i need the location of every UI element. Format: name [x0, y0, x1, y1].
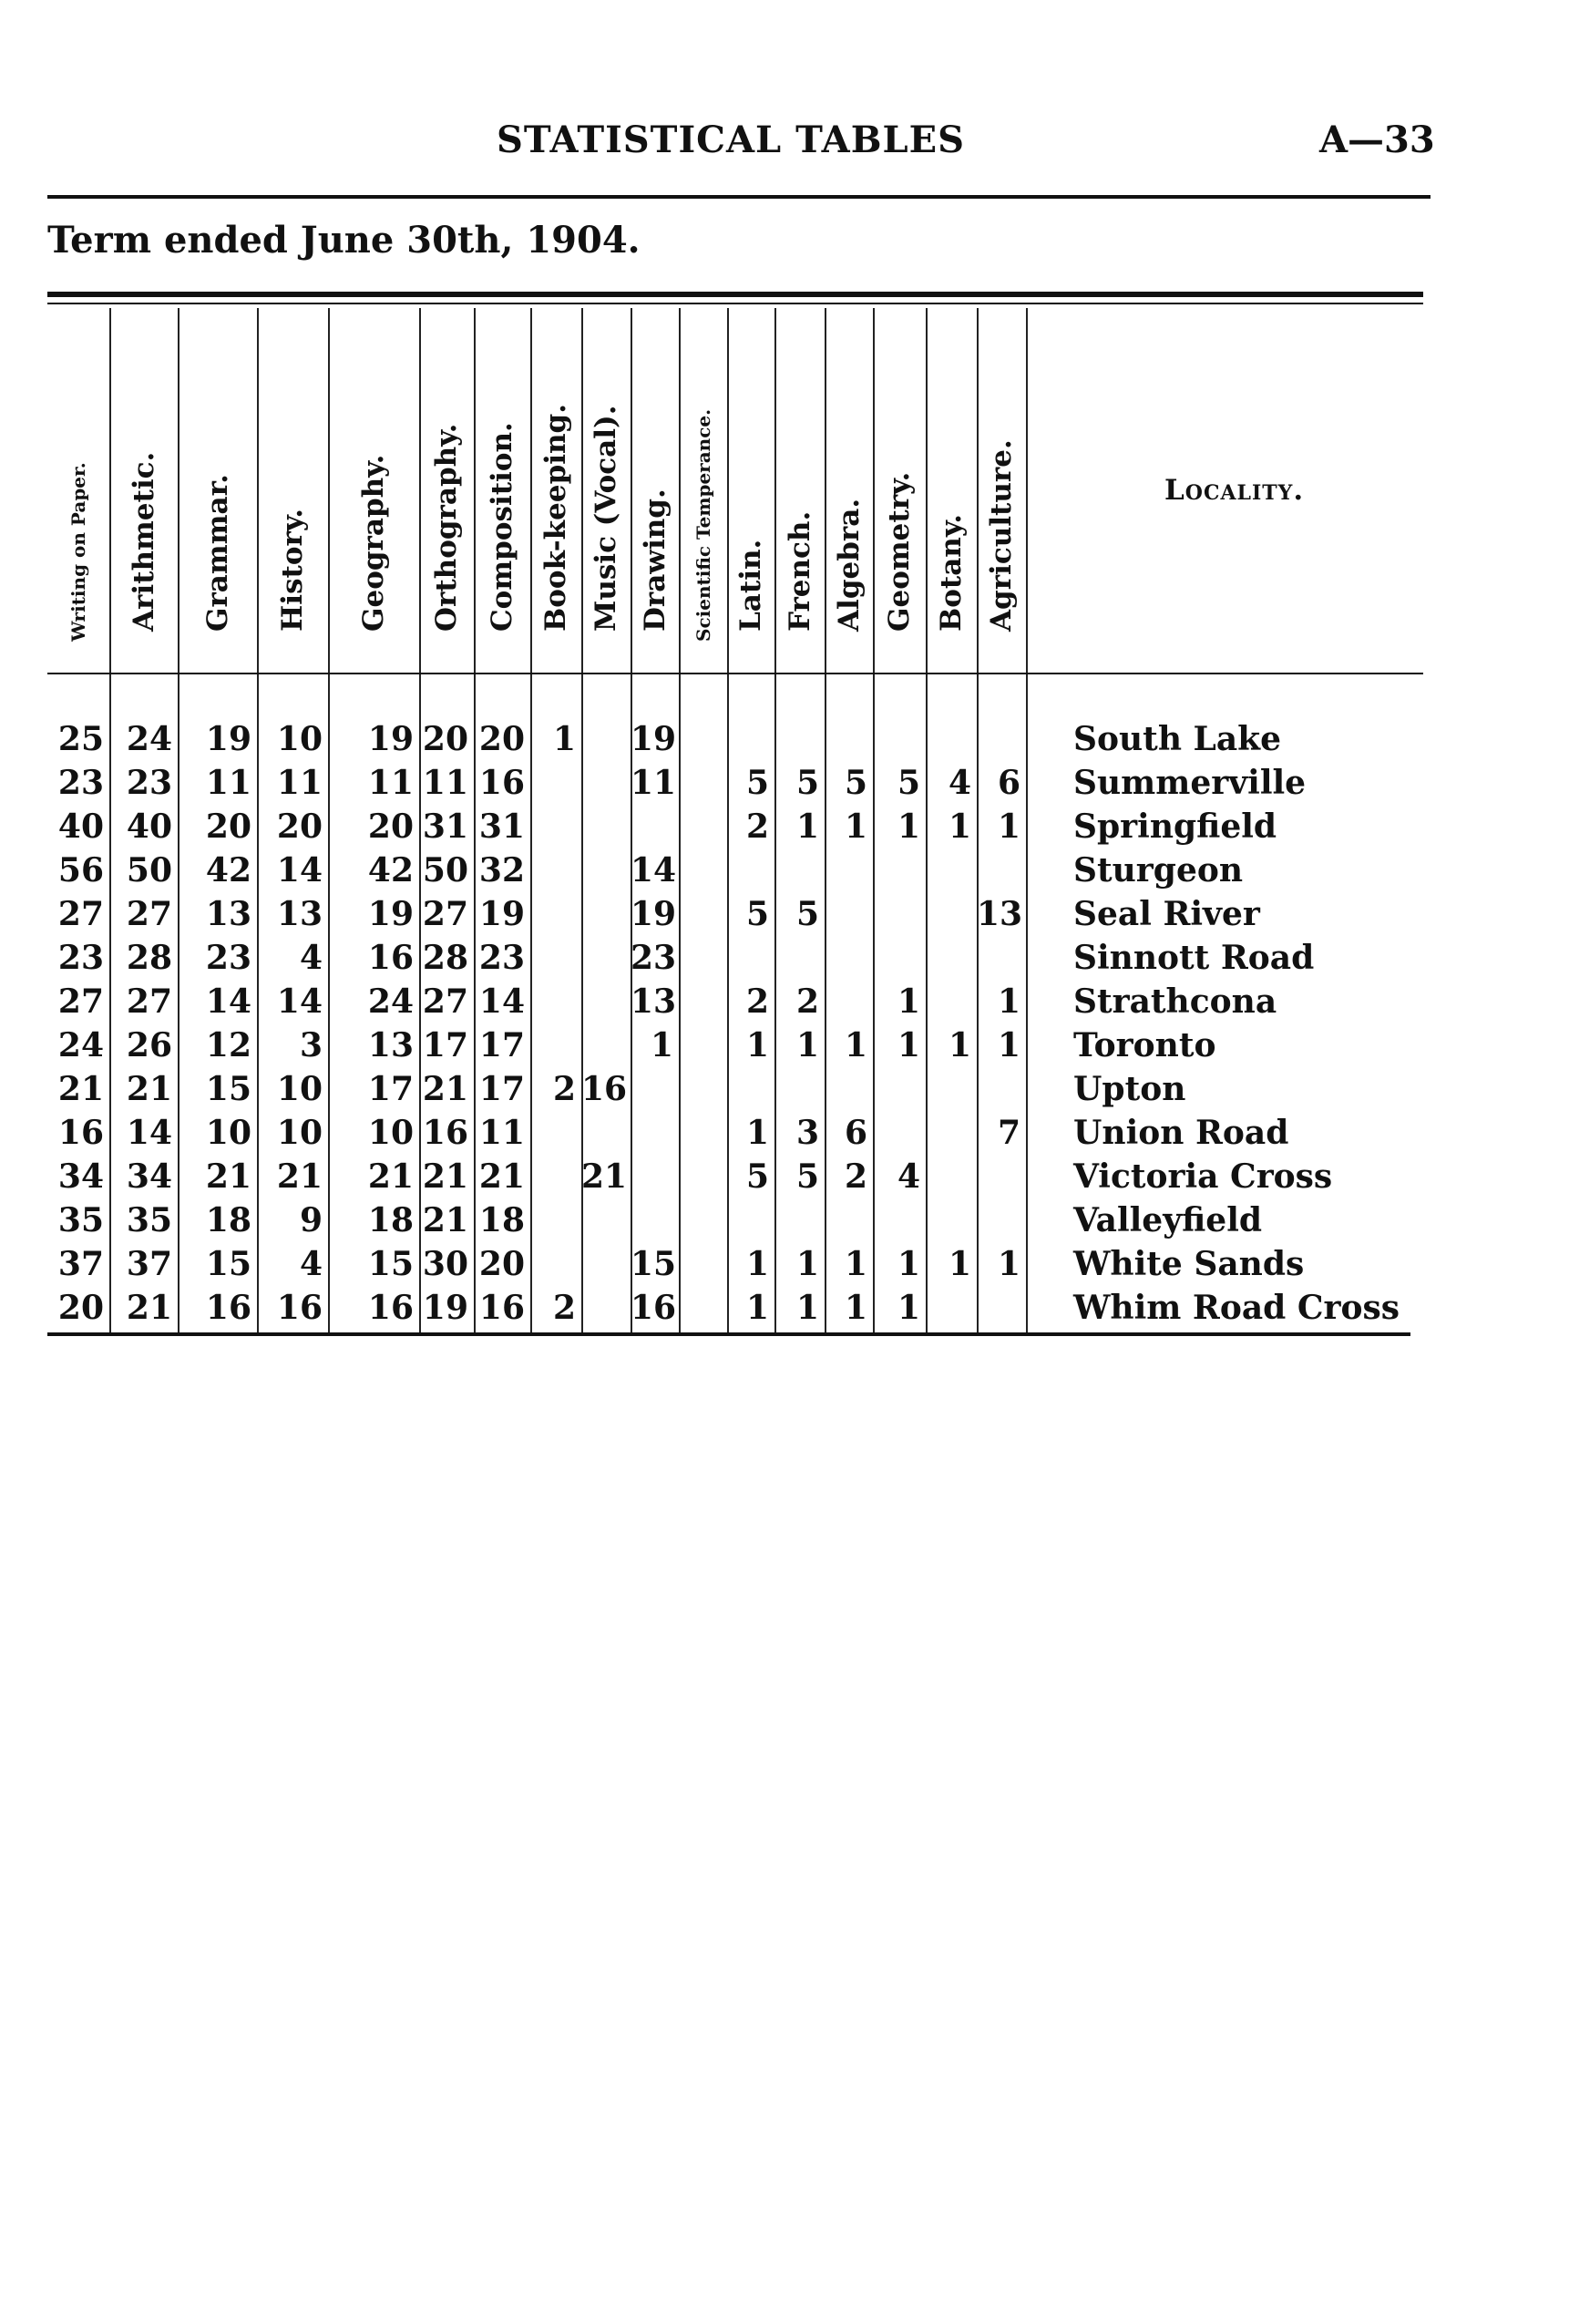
table-cell: 10	[367, 1114, 414, 1152]
table-cell: 27	[422, 982, 468, 1021]
table-cell: 40	[126, 807, 172, 846]
table-cell: 1	[897, 982, 920, 1021]
table-cell: 37	[57, 1245, 104, 1283]
table-cell: 20	[422, 720, 468, 758]
table-cell: 2	[745, 982, 769, 1021]
column-header-label: Agriculture.	[985, 439, 1018, 632]
table-cell: 28	[126, 939, 172, 977]
table-row	[0, 805, 1569, 848]
table-cell: 2	[552, 1070, 576, 1108]
table-cell: 21	[422, 1157, 468, 1196]
locality-name: Upton	[1073, 1070, 1186, 1108]
table-cell: 14	[478, 982, 525, 1021]
column-header	[419, 308, 474, 665]
table-cell: 31	[478, 807, 525, 846]
table-cell: 1	[948, 807, 971, 846]
table-cell: 4	[948, 764, 971, 802]
table-cell: 1	[844, 1289, 867, 1327]
table-cell: 27	[126, 982, 172, 1021]
column-header	[977, 308, 1026, 665]
table-cell: 23	[57, 939, 104, 977]
table-cell: 24	[57, 1026, 104, 1064]
table-row	[0, 717, 1569, 761]
table-cell: 27	[126, 895, 172, 933]
table-cell: 21	[276, 1157, 323, 1196]
table-cell: 5	[795, 895, 819, 933]
table-cell: 1	[997, 1026, 1020, 1064]
table-cell: 2	[844, 1157, 867, 1196]
header-bottom-rule	[47, 673, 1423, 674]
column-header-label: Arithmetic.	[127, 451, 160, 632]
table-cell: 10	[276, 1070, 323, 1108]
table-cell: 5	[795, 1157, 819, 1196]
table-cell: 9	[299, 1201, 323, 1239]
table-cell: 35	[126, 1201, 172, 1239]
column-header-label: Latin.	[734, 539, 767, 632]
table-cell: 27	[57, 982, 104, 1021]
table-cell: 23	[478, 939, 525, 977]
table-cell: 4	[897, 1157, 920, 1196]
table-cell: 21	[205, 1157, 251, 1196]
column-header-label: Geometry.	[883, 471, 916, 632]
table-cell: 16	[367, 939, 414, 977]
table-top-rule	[47, 292, 1423, 297]
locality-name: Victoria Cross	[1073, 1157, 1333, 1196]
table-cell: 1	[795, 1289, 819, 1327]
table-cell: 21	[422, 1070, 468, 1108]
locality-name: Strathcona	[1073, 982, 1277, 1021]
table-cell: 21	[367, 1157, 414, 1196]
table-cell: 15	[367, 1245, 414, 1283]
table-cell: 1	[552, 720, 576, 758]
table-row	[0, 936, 1569, 980]
table-row	[0, 1111, 1569, 1155]
column-header-label: Geography.	[357, 454, 390, 632]
locality-header: Locality.	[1164, 474, 1305, 507]
table-cell: 34	[126, 1157, 172, 1196]
table-cell: 16	[631, 1289, 677, 1327]
column-header-label: Composition.	[486, 422, 518, 632]
locality-name: Toronto	[1073, 1026, 1216, 1064]
column-header-label: Orthography.	[430, 423, 463, 632]
table-cell: 3	[299, 1026, 323, 1064]
table-cell: 5	[844, 764, 867, 802]
table-cell: 13	[977, 895, 1023, 933]
table-cell: 25	[57, 720, 104, 758]
locality-name: South Lake	[1073, 720, 1282, 758]
table-cell: 14	[276, 851, 323, 889]
locality-name: White Sands	[1073, 1245, 1305, 1283]
table-cell: 1	[997, 1245, 1020, 1283]
table-cell: 1	[897, 1245, 920, 1283]
table-row	[0, 892, 1569, 936]
column-header	[825, 308, 873, 665]
table-cell: 21	[126, 1289, 172, 1327]
table-cell: 23	[57, 764, 104, 802]
locality-name: Valleyfield	[1073, 1201, 1263, 1239]
table-cell: 17	[367, 1070, 414, 1108]
table-cell: 16	[57, 1114, 104, 1152]
table-cell: 10	[205, 1114, 251, 1152]
table-cell: 19	[422, 1289, 468, 1327]
table-cell: 16	[478, 1289, 525, 1327]
table-cell: 17	[478, 1026, 525, 1064]
column-header-label: Writing on Paper.	[67, 462, 89, 642]
table-cell: 19	[631, 720, 677, 758]
table-cell: 1	[795, 1026, 819, 1064]
table-cell: 20	[57, 1289, 104, 1327]
column-header	[109, 308, 178, 665]
table-cell: 20	[276, 807, 323, 846]
table-cell: 16	[581, 1070, 628, 1108]
table-cell: 11	[367, 764, 414, 802]
table-cell: 1	[897, 807, 920, 846]
table-cell: 16	[422, 1114, 468, 1152]
table-cell: 20	[478, 720, 525, 758]
table-cell: 1	[897, 1289, 920, 1327]
page-number: A—33	[1319, 118, 1435, 161]
table-cell: 1	[844, 1245, 867, 1283]
table-cell: 11	[205, 764, 251, 802]
locality-name: Union Road	[1073, 1114, 1289, 1152]
table-cell: 4	[299, 939, 323, 977]
table-cell: 19	[367, 720, 414, 758]
table-cell: 20	[478, 1245, 525, 1283]
table-cell: 27	[57, 895, 104, 933]
table-cell: 19	[631, 895, 677, 933]
table-cell: 16	[478, 764, 525, 802]
table-cell: 10	[276, 1114, 323, 1152]
table-cell: 50	[126, 851, 172, 889]
table-cell: 5	[745, 764, 769, 802]
table-cell: 34	[57, 1157, 104, 1196]
column-header-label: French.	[783, 510, 816, 632]
table-cell: 30	[422, 1245, 468, 1283]
column-header	[257, 308, 328, 665]
column-header	[631, 308, 679, 665]
table-cell: 14	[631, 851, 677, 889]
table-cell: 21	[422, 1201, 468, 1239]
table-cell: 13	[205, 895, 251, 933]
table-row	[0, 761, 1569, 805]
table-cell: 1	[948, 1245, 971, 1283]
locality-name: Summerville	[1073, 764, 1307, 802]
column-header	[873, 308, 926, 665]
table-cell: 14	[126, 1114, 172, 1152]
table-cell: 32	[478, 851, 525, 889]
column-header	[328, 308, 419, 665]
locality-name: Springfield	[1073, 807, 1277, 846]
table-cell: 21	[57, 1070, 104, 1108]
table-cell: 1	[795, 1245, 819, 1283]
table-cell: 40	[57, 807, 104, 846]
table-cell: 1	[795, 807, 819, 846]
table-cell: 11	[631, 764, 677, 802]
column-header	[47, 308, 109, 665]
table-cell: 13	[631, 982, 677, 1021]
table-row	[0, 1286, 1569, 1330]
table-cell: 19	[205, 720, 251, 758]
table-cell: 14	[205, 982, 251, 1021]
column-header-label: Botany.	[935, 513, 968, 632]
running-title: STATISTICAL TABLES	[497, 118, 965, 161]
table-cell: 15	[205, 1070, 251, 1108]
table-bottom-rule	[47, 1332, 1410, 1336]
table-cell: 12	[205, 1026, 251, 1064]
table-cell: 13	[276, 895, 323, 933]
table-cell: 20	[205, 807, 251, 846]
header-rule	[47, 195, 1431, 199]
table-row	[0, 1155, 1569, 1198]
table-cell: 16	[205, 1289, 251, 1327]
table-cell: 17	[422, 1026, 468, 1064]
table-cell: 1	[745, 1289, 769, 1327]
table-cell: 1	[650, 1026, 673, 1064]
column-header-label: Scientific Temperance.	[692, 408, 714, 642]
table-cell: 18	[367, 1201, 414, 1239]
table-cell: 6	[844, 1114, 867, 1152]
table-cell: 18	[478, 1201, 525, 1239]
table-cell: 35	[57, 1201, 104, 1239]
table-cell: 11	[478, 1114, 525, 1152]
table-row	[0, 1023, 1569, 1067]
table-cell: 5	[795, 764, 819, 802]
table-cell: 2	[745, 807, 769, 846]
column-header-label: History.	[276, 508, 309, 632]
column-header	[178, 308, 257, 665]
locality-name: Sinnott Road	[1073, 939, 1315, 977]
table-cell: 3	[795, 1114, 819, 1152]
table-cell: 31	[422, 807, 468, 846]
table-cell: 1	[897, 1026, 920, 1064]
table-cell: 27	[422, 895, 468, 933]
table-cell: 1	[948, 1026, 971, 1064]
table-cell: 37	[126, 1245, 172, 1283]
column-header	[679, 308, 727, 665]
table-cell: 1	[745, 1026, 769, 1064]
table-cell: 18	[205, 1201, 251, 1239]
table-cell: 2	[552, 1289, 576, 1327]
table-cell: 7	[997, 1114, 1020, 1152]
table-cell: 14	[276, 982, 323, 1021]
table-cell: 15	[205, 1245, 251, 1283]
column-header-label: Music (Vocal).	[590, 405, 622, 632]
table-cell: 16	[367, 1289, 414, 1327]
table-row	[0, 1067, 1569, 1111]
table-cell: 26	[126, 1026, 172, 1064]
column-header	[774, 308, 825, 665]
table-row	[0, 848, 1569, 892]
table-cell: 1	[844, 807, 867, 846]
table-cell: 16	[276, 1289, 323, 1327]
table-cell: 4	[299, 1245, 323, 1283]
table-cell: 42	[205, 851, 251, 889]
table-cell: 23	[631, 939, 677, 977]
column-header-label: Drawing.	[638, 488, 672, 632]
table-cell: 23	[205, 939, 251, 977]
locality-name: Seal River	[1073, 895, 1260, 933]
table-cell: 11	[422, 764, 468, 802]
table-cell: 6	[997, 764, 1020, 802]
column-header-label: Book-keeping.	[539, 403, 572, 632]
table-row	[0, 1198, 1569, 1242]
table-cell: 1	[997, 807, 1020, 846]
column-header-label: Algebra.	[832, 498, 866, 632]
table-cell: 1	[844, 1026, 867, 1064]
table-cell: 20	[367, 807, 414, 846]
table-cell: 42	[367, 851, 414, 889]
table-cell: 1	[745, 1245, 769, 1283]
table-cell: 19	[367, 895, 414, 933]
table-cell: 24	[367, 982, 414, 1021]
table-row	[0, 980, 1569, 1023]
table-cell: 5	[745, 895, 769, 933]
table-cell: 15	[631, 1245, 677, 1283]
table-top-rule-thin	[47, 303, 1423, 304]
table-cell: 11	[276, 764, 323, 802]
column-header	[474, 308, 530, 665]
table-cell: 1	[745, 1114, 769, 1152]
table-cell: 2	[795, 982, 819, 1021]
table-cell: 13	[367, 1026, 414, 1064]
table-cell: 19	[478, 895, 525, 933]
table-cell: 56	[57, 851, 104, 889]
column-header	[581, 308, 631, 665]
table-cell: 21	[581, 1157, 628, 1196]
term-line: Term ended June 30th, 1904.	[47, 219, 641, 262]
locality-name: Whim Road Cross	[1073, 1289, 1400, 1327]
table-cell: 1	[997, 982, 1020, 1021]
locality-name: Sturgeon	[1073, 851, 1244, 889]
table-cell: 17	[478, 1070, 525, 1108]
table-cell: 24	[126, 720, 172, 758]
table-cell: 5	[745, 1157, 769, 1196]
table-cell: 50	[422, 851, 468, 889]
column-header	[727, 308, 774, 665]
column-header	[530, 308, 581, 665]
table-cell: 21	[478, 1157, 525, 1196]
table-cell: 5	[897, 764, 920, 802]
table-row	[0, 1242, 1569, 1286]
table-cell: 28	[422, 939, 468, 977]
table-cell: 21	[126, 1070, 172, 1108]
table-cell: 10	[276, 720, 323, 758]
column-header-label: Grammar.	[200, 474, 234, 632]
column-header	[926, 308, 977, 665]
table-cell: 23	[126, 764, 172, 802]
